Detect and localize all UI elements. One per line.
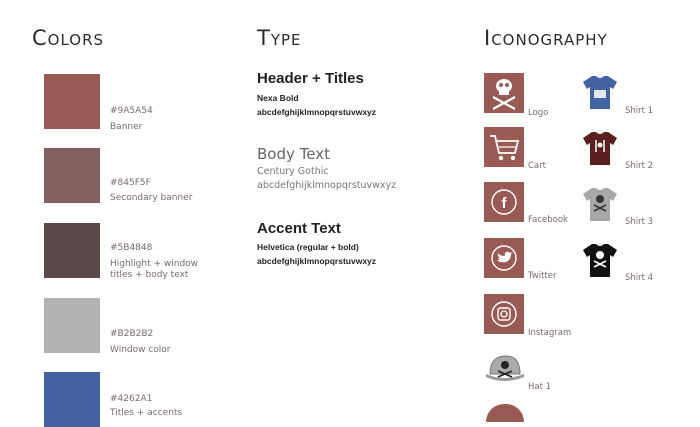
icon-label-facebook: Facebook — [528, 215, 568, 225]
cart-icon — [484, 127, 524, 167]
body-font-name: Century Gothic — [257, 166, 329, 177]
color-hex: #9A5A54 — [110, 106, 153, 116]
color-hex: #5B4848 — [110, 243, 153, 253]
skull-utensils-icon — [484, 73, 524, 113]
accent-text-heading: Accent Text — [257, 220, 341, 237]
color-swatch-window — [44, 298, 100, 353]
header-titles-heading: Header + Titles — [257, 70, 364, 87]
colors-section-title: Colors — [32, 26, 105, 50]
shirt-2-icon — [580, 128, 620, 172]
shirt-1-icon — [580, 72, 620, 116]
color-swatch-accents — [44, 372, 100, 427]
hat-2-icon — [486, 404, 524, 422]
accent-font-name: Helvetica (regular + bold) — [257, 242, 359, 252]
type-section-title: Type — [257, 26, 302, 50]
svg-text:f: f — [501, 195, 507, 212]
icon-label-hat: Hat 1 — [528, 382, 552, 392]
color-swatch-banner — [44, 74, 100, 129]
icon-label-instagram: Instagram — [528, 328, 572, 338]
body-font-sample: abcdefghijklmnopqrstuvwxyz — [257, 180, 397, 191]
color-swatch-highlight — [44, 223, 100, 278]
twitter-icon — [484, 238, 524, 278]
icon-label-logo: Logo — [528, 108, 549, 118]
color-label: Window color — [110, 345, 171, 355]
iconography-section-title: Iconography — [484, 26, 608, 50]
color-swatch-secondary-banner — [44, 148, 100, 203]
shirt-label: Shirt 4 — [625, 273, 654, 283]
instagram-icon — [484, 294, 524, 334]
color-label: Banner — [110, 122, 143, 132]
icon-label-twitter: Twitter — [528, 271, 557, 281]
hat-icon — [484, 352, 526, 390]
shirt-3-icon — [580, 184, 620, 228]
shirt-4-icon — [580, 240, 620, 284]
icon-label-cart: Cart — [528, 161, 546, 171]
header-font-name: Nexa Bold — [257, 93, 299, 103]
color-label: Secondary banner — [110, 193, 193, 203]
color-hex: #B2B2B2 — [110, 329, 154, 339]
color-label: Titles + accents — [110, 408, 183, 418]
color-label: Highlight + window titles + body text — [110, 259, 199, 280]
color-hex: #845F5F — [110, 178, 151, 188]
shirt-label: Shirt 2 — [625, 161, 654, 171]
facebook-icon — [484, 182, 524, 222]
accent-font-sample: abcdefghijklmnopqrstuvwxyz — [257, 256, 377, 266]
header-font-sample: abcdefghijklmnopqrstuvwxyz — [257, 107, 377, 117]
shirt-label: Shirt 1 — [625, 106, 654, 116]
shirt-label: Shirt 3 — [625, 217, 654, 227]
body-text-heading: Body Text — [257, 145, 330, 163]
color-hex: #4262A1 — [110, 394, 153, 404]
